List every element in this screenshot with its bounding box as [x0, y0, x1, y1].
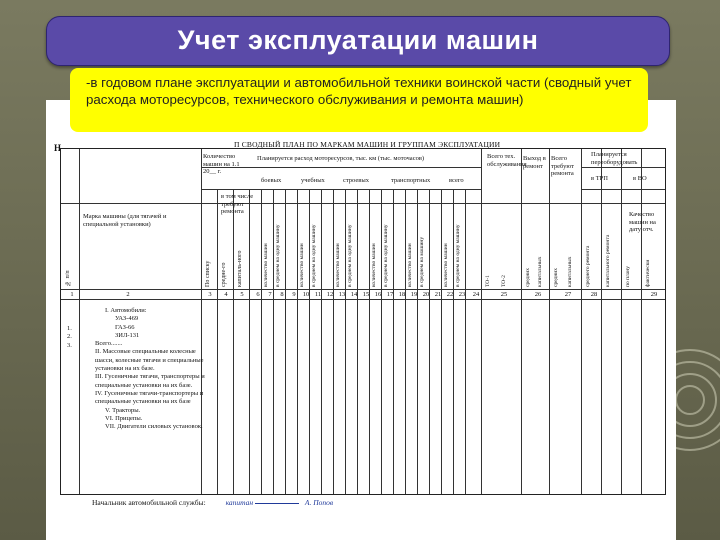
row-indices — [67, 325, 72, 350]
column-number: 22 — [446, 291, 454, 298]
row-index: 2. — [67, 333, 72, 341]
table-column-rule — [309, 189, 310, 494]
column-number: 15 — [362, 291, 370, 298]
column-number: 19 — [410, 291, 418, 298]
document-title: П СВОДНЫЙ ПЛАН ПО МАРКАМ МАШИН И ГРУППАМ ЭКСПЛУАТАЦИИ — [234, 140, 501, 149]
column-number: 18 — [398, 291, 406, 298]
table-column-rule — [393, 189, 394, 494]
header-count: Количество машин на 1.1 20__ г. — [203, 153, 240, 175]
header-vertical-label: среднего ремонта — [585, 245, 591, 287]
header-vertical-label: в среднем на одну машину — [383, 224, 389, 287]
column-number: 3 — [208, 291, 212, 298]
header-by-list: По списку — [205, 260, 211, 287]
column-number: 8 — [280, 291, 284, 298]
table-rule — [61, 299, 665, 300]
column-number: 14 — [350, 291, 358, 298]
column-number: 7 — [268, 291, 272, 298]
table-column-rule — [233, 189, 234, 494]
table-column-rule — [465, 189, 466, 494]
footer-rank: капитан — [225, 498, 254, 507]
row-label: Всего....... — [95, 340, 123, 348]
signature-line — [92, 498, 333, 507]
table-column-rule — [273, 189, 274, 494]
column-number: 20 — [422, 291, 430, 298]
table-column-rule — [481, 149, 482, 494]
header-vertical-label: ТО-1 — [485, 275, 491, 287]
column-number: 24 — [472, 291, 480, 298]
column-number: 11 — [314, 291, 322, 298]
table-column-rule — [217, 189, 218, 494]
header-vertical-label: капитальных — [537, 256, 543, 287]
table-column-rule — [345, 189, 346, 494]
signature-underline — [255, 503, 299, 504]
header-vertical-label: в среднем на одну машину — [275, 224, 281, 287]
header-vertical-label: капитального ремонта — [605, 234, 611, 287]
column-number: 21 — [434, 291, 442, 298]
header-vertical-label: ТО-2 — [501, 275, 507, 287]
footer-label: Начальник автомобильной службы: — [92, 498, 206, 507]
table-column-rule — [333, 189, 334, 494]
table-column-rule — [297, 189, 298, 494]
row-label: VI. Прицепы. — [105, 414, 143, 422]
table-rule — [201, 189, 481, 190]
table-column-rule — [549, 149, 550, 494]
header-drill: строевых — [343, 177, 369, 184]
header-capital: капиталь-ного — [237, 250, 243, 287]
header-vertical-label: в среднем на машину — [419, 236, 425, 287]
header-vertical-label: количество машин — [335, 243, 341, 287]
table-rule — [581, 167, 665, 168]
row-label: ГАЗ-66 — [115, 323, 135, 331]
row-label: IV. Гусеничные тягачи-транспортеры и специальные установки на их базе — [95, 389, 204, 406]
table-column-rule — [521, 149, 522, 494]
table-column-rule — [79, 149, 80, 494]
header-brand: Марка машины (для тягачей и специальной установки) — [83, 213, 167, 228]
column-number: 6 — [256, 291, 260, 298]
table-column-rule — [285, 189, 286, 494]
column-number: 26 — [534, 291, 542, 298]
table-column-rule — [621, 149, 622, 494]
header-vertical-label: средних — [525, 268, 531, 287]
header-vertical-label: в среднем на одну машину — [347, 224, 353, 287]
header-in-trp: в ТРП — [591, 175, 608, 182]
table-column-rule — [357, 189, 358, 494]
header-in-that: в том числе требуют ремонта — [221, 193, 254, 215]
column-number: 10 — [302, 291, 310, 298]
column-number: 4 — [224, 291, 228, 298]
table-column-rule — [429, 189, 430, 494]
table-column-rule — [601, 149, 602, 494]
row-label: I. Автомобили: — [105, 307, 147, 314]
header-vertical-label: количество машин — [299, 243, 305, 287]
table-column-rule — [453, 189, 454, 494]
row-list — [89, 307, 209, 431]
document-scan — [46, 100, 676, 540]
header-medium: средне-го — [221, 262, 227, 287]
header-num: № п/п — [65, 270, 71, 286]
row-label: VII. Двигатели силовых установок. — [105, 423, 203, 431]
header-vertical-label: капитальных — [567, 256, 573, 287]
header-vertical-label: по плану — [625, 266, 631, 287]
header-vertical-label: фактически — [645, 259, 651, 287]
footer-name: А. Попов — [304, 498, 334, 507]
note-text: -в годовом плане эксплуатации и автомобильной техники воинской части (сводный учет расхода моторесурсов, технического обслуживания и ремонта машин) — [86, 75, 632, 107]
header-planned: Планируется расход моторесурсов, тыс. км (тыс. моточасов) — [257, 155, 425, 162]
table-column-rule — [417, 189, 418, 494]
column-number: 13 — [338, 291, 346, 298]
column-number: 17 — [386, 291, 394, 298]
header-to-repair: Выход в ремонт — [523, 155, 546, 170]
table-rule — [61, 289, 665, 290]
note-box — [70, 68, 648, 132]
row-label: III. Гусеничные тягачи, транспортеры и специальные установки на их базе. — [95, 373, 205, 389]
row-label: V. Тракторы. — [105, 406, 141, 414]
column-number: 2 — [126, 291, 130, 298]
header-in-vo: в ВО — [633, 175, 647, 182]
table-frame — [60, 148, 666, 495]
table-column-rule — [641, 149, 642, 494]
corner-mark: Н — [54, 143, 62, 153]
header-vertical-label: в среднем на одну машину — [455, 224, 461, 287]
column-number: 16 — [374, 291, 382, 298]
header-vertical-label: количество машин — [407, 243, 413, 287]
table-column-rule — [381, 189, 382, 494]
header-quality: Качество машин на дату отч. — [629, 211, 656, 233]
header-vertical-label: количество машин — [371, 243, 377, 287]
slide-title: Учет эксплуатации машин — [177, 25, 539, 55]
header-vertical-label: количество машин — [263, 243, 269, 287]
row-label: УАЗ-469 — [115, 315, 139, 323]
header-transport: транспортных — [391, 177, 431, 184]
column-number: 28 — [590, 291, 598, 298]
header-vertical-label: средних — [553, 268, 559, 287]
row-label: ЗИЛ-131 — [115, 331, 140, 339]
row-label: II. Массовые специальные колесные шасси, колесные тягачи и специальные установки на их базе. — [95, 348, 204, 373]
column-number: 29 — [650, 291, 658, 298]
column-number: 25 — [500, 291, 508, 298]
header-total: всего — [449, 177, 464, 184]
column-number: 12 — [326, 291, 334, 298]
table-column-rule — [369, 189, 370, 494]
table-column-rule — [581, 149, 582, 494]
column-number: 27 — [564, 291, 572, 298]
row-index: 3. — [67, 341, 72, 349]
table-column-rule — [261, 189, 262, 494]
column-number: 9 — [292, 291, 296, 298]
header-maintained: Всего тех. обслуживания — [487, 153, 527, 168]
table-rule — [581, 189, 665, 190]
header-vertical-label: в среднем на одну машину — [311, 224, 317, 287]
table-rule — [201, 167, 481, 168]
table-column-rule — [249, 189, 250, 494]
header-reconstruct: Планируется переоборудовать — [591, 151, 638, 166]
column-number: 5 — [240, 291, 244, 298]
table-column-rule — [441, 189, 442, 494]
table-column-rule — [321, 189, 322, 494]
table-column-rule — [405, 189, 406, 494]
header-training: учебных — [301, 177, 325, 184]
header-total-repair: Всего требуют ремонта — [551, 155, 574, 177]
header-combat: боевых — [261, 177, 282, 184]
slide-title-banner — [46, 16, 670, 66]
table-rule — [61, 203, 665, 204]
column-number: 23 — [458, 291, 466, 298]
column-number: 1 — [70, 291, 74, 298]
row-index: 1. — [67, 325, 72, 332]
header-vertical-label: количество машин — [443, 243, 449, 287]
